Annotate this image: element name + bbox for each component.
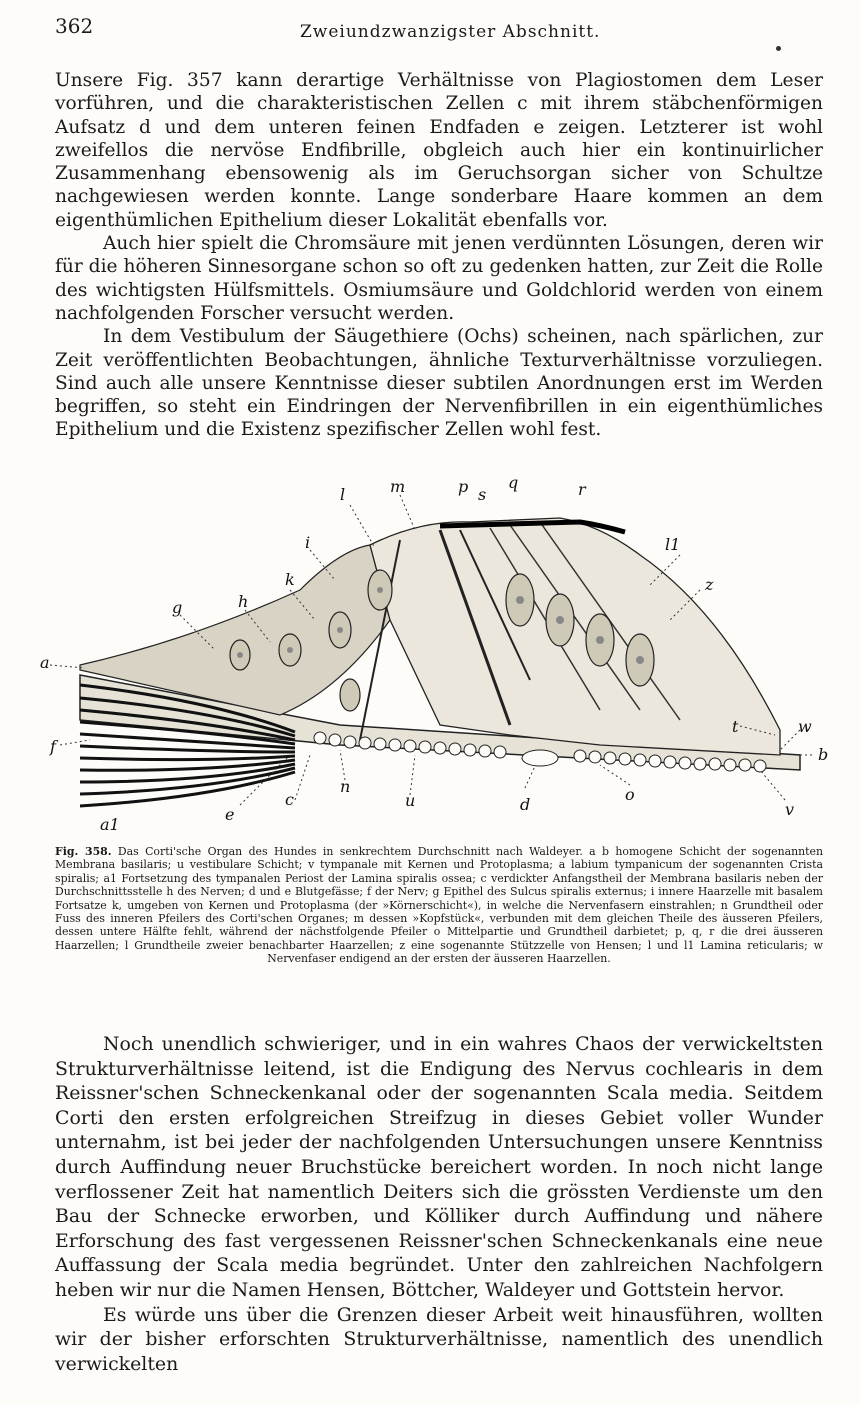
label-q: q — [508, 473, 519, 492]
label-r: r — [578, 480, 586, 499]
body-text-bottom — [55, 1032, 823, 1376]
label-p: p — [458, 477, 469, 496]
label-w: w — [798, 717, 812, 736]
label-h: h — [238, 592, 249, 611]
paragraph: Es würde uns über die Grenzen dieser Arbeit weit hinausführen, wollten wir der bisher erforschten Strukturverhältnisse, namentlich des unendlich verwickelten — [55, 1303, 823, 1375]
label-t: t — [732, 717, 739, 736]
label-l: l — [340, 485, 346, 504]
label-v: v — [785, 800, 795, 819]
label-i: i — [305, 533, 311, 552]
page-number: 362 — [55, 14, 94, 38]
label-b: b — [818, 745, 829, 764]
running-head: Zweiundzwanzigster Abschnitt. — [300, 22, 601, 42]
label-g: g — [172, 598, 183, 617]
label-l1: l1 — [665, 535, 681, 554]
paragraph: In dem Vestibulum der Säugethiere (Ochs) scheinen, nach spärlichen, zur Zeit veröffentlichten Beobachtungen, ähnliche Texturverhältnisse vorzuliegen. Sind auch alle unsere Kenntnisse dieser subtilen Anordnungen erst im Werden begriffen, so steht ein Eindringen der Nervenfibrillen in ein eigenthümliches Epithelium und die Existenz spezifischer Zellen wohl fest. — [55, 326, 823, 441]
label-f: f — [50, 737, 56, 756]
label-n: n — [340, 777, 351, 796]
label-z: z — [705, 575, 714, 594]
label-a: a — [40, 653, 50, 672]
ink-dot — [776, 46, 781, 51]
figure-caption — [55, 845, 823, 966]
label-o: o — [625, 785, 635, 804]
label-k: k — [285, 570, 295, 589]
label-e: e — [225, 805, 235, 824]
paragraph: Unsere Fig. 357 kann derartige Verhältnisse von Plagiostomen dem Leser vorführen, und die charakteristischen Zellen c mit ihrem stäbchenförmigen Aufsatz d und dem unteren feinen Endfaden e zeigen. Letzterer ist wohl zweifellos die nervöse Endfibrille, obgleich auch hier ein kontinuirlicher Zusammenhang ebensowenig als im Geruchsorgan sicher von Schultze nachgewiesen werden konnte. Lange sonderbare Haare kommen an dem eigenthümlichen Epithelium dieser Lokalität ebenfalls vor. — [55, 70, 823, 231]
paragraph: Noch unendlich schwieriger, und in ein wahres Chaos der verwickeltsten Strukturverhältnisse leitend, ist die Endigung des Nervus cochlearis in dem Reissner'schen Schneckenkanal oder der sogenannten Scala media. Seitdem Corti den ersten erfolgreichen Streifzug in dieses Gebiet voller Wunder unternahm, ist bei jeder der nachfolgenden Untersuchungen unsere Kenntniss durch Auffindung neuer Bruchstücke bereichert worden. In noch nicht lange verflossener Zeit hat namentlich Deiters sich die grössten Verdienste um den Bau der Schnecke erworben, und Kölliker durch Auffindung und nähere Erforschung des fast vergessenen Reissner'schen Schneckenkanals eine neue Auffassung der Scala media begründet. Unter den zahlreichen Nachfolgern heben wir nur die Namen Hensen, Böttcher, Waldeyer und Gottstein hervor. — [55, 1033, 823, 1301]
caption-text: Das Corti'sche Organ des Hundes in senkrechtem Durchschnitt nach Waldeyer. a b homogene Schicht der sogenannten Membrana basilaris; u vestibulare Schicht; v tympanale mit Kernen und Protoplasma; a labium tympanicum der sogenannten Crista spiralis; a1 Fortsetzung des tympanalen Periost der Lamina spiralis ossea; c verdickter Anfangstheil der Membrana basilaris neben der Durchschnittsstelle h des Nerven; d und e Blutgefässe; f der Nerv; g Epithel des Sulcus spiralis externus; i innere Haarzelle mit basalem Fortsatze k, umgeben von Kernen und Protoplasma (der »Körnerschicht«), in welche die Nervenfasern einstrahlen; n Grundtheil oder Fuss des inneren Pfeilers des Corti'schen Organes; m dessen »Kopfstück«, verbunden mit dem gleichen Theile des äusseren Pfeilers, dessen untere Hälfte fehlt, während der nächstfolgende Pfeiler o Mittelpartie und Grundtheil darbietet; p, q, r die drei äusseren Haarzellen; l Grundtheile zweier benachbarter Haarzellen; z eine sogenannte Stützzelle von Hensen; l und l1 Lamina reticularis; w Nervenfaser endigend an der ersten der äusseren Haarzellen. — [55, 845, 823, 966]
figure-number: Fig. 358. — [55, 845, 112, 858]
label-d: d — [520, 795, 531, 814]
label-c: c — [285, 790, 294, 809]
label-m: m — [390, 477, 406, 496]
paragraph: Auch hier spielt die Chromsäure mit jenen verdünnten Lösungen, deren wir für die höheren Sinnesorgane schon so oft zu gedenken hatten, zur Zeit die Rolle des wichtigsten Hülfsmittels. Osmiumsäure und Goldchlorid werden von einem nachfolgenden Forscher versucht werden. — [55, 233, 823, 324]
body-text-top — [55, 69, 823, 442]
corti-organ-illustration — [40, 470, 840, 840]
label-s: s — [478, 485, 487, 504]
label-a1: a1 — [100, 815, 120, 834]
label-u: u — [405, 791, 416, 810]
figure-corti-organ — [40, 470, 840, 840]
